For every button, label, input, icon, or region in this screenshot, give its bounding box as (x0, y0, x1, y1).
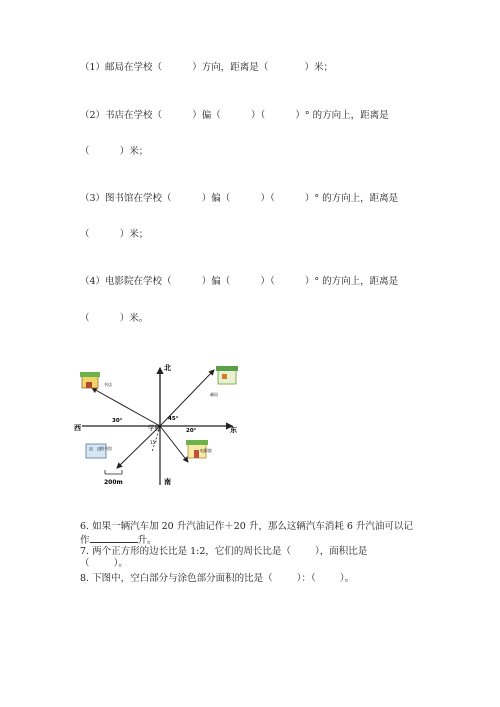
question-4-line1: （4）电影院在学校（ ）偏（ ）（ ）° 的方向上，距离是 (80, 276, 399, 287)
question-3-line1: （3）图书馆在学校（ ）偏（ ）（ ）° 的方向上，距离是 (80, 193, 399, 204)
school-label: 学校 (148, 424, 161, 432)
question-2-line1: （2）书店在学校（ ）偏（ ）（ ）° 的方向上，距离是 (80, 110, 389, 121)
question-3-line2: （ ）米； (80, 229, 149, 240)
question-4-line2: （ ）米。 (80, 313, 149, 324)
cinema-label: 电影院 (200, 448, 212, 453)
ray-bookstore (92, 388, 160, 426)
south-label: 南 (164, 478, 171, 486)
library-label: 图书馆 (100, 446, 112, 451)
question-6-suffix: 升。 (137, 535, 157, 546)
question-6-line1: 6. 如果一辆汽车加 20 升汽油记作＋20 升，那么这辆汽车消耗 6 升汽油可以记 (80, 521, 413, 532)
post-office-label: 邮局 (210, 392, 218, 397)
bookstore-label: 书店 (104, 382, 112, 387)
question-6-line2 (80, 533, 157, 547)
north-label: 北 (164, 364, 171, 372)
question-8: 8. 下图中，空白部分与涂色部分面积的比是（ ）：（ ）。 (80, 573, 355, 584)
question-7-line1: 7. 两个正方形的边长比是 1:2，它们的周长比是（ ），面积比是 (80, 546, 368, 557)
angle-20-label: 20° (186, 428, 197, 434)
angle-30-label: 30° (112, 418, 123, 424)
question-1: （1）邮局在学校（ ）方向，距离是（ ）米； (80, 62, 333, 73)
west-label: 西 (74, 424, 81, 432)
ray-cinema (160, 426, 188, 462)
angle-15-label: 15° (150, 440, 158, 445)
question-6-prefix: 作 (80, 535, 90, 546)
answer-blank[interactable] (90, 533, 138, 543)
bookstore-icon (80, 372, 100, 388)
scale-label: 200m (104, 479, 123, 486)
post-office-icon (216, 366, 238, 384)
scale-bar (105, 470, 122, 474)
question-2-line2: （ ）米； (80, 146, 149, 157)
angle-45-label: 45° (168, 416, 179, 422)
east-label: 东 (230, 426, 237, 434)
direction-map (72, 360, 252, 490)
question-7-line2: （ ）。 (80, 558, 128, 569)
